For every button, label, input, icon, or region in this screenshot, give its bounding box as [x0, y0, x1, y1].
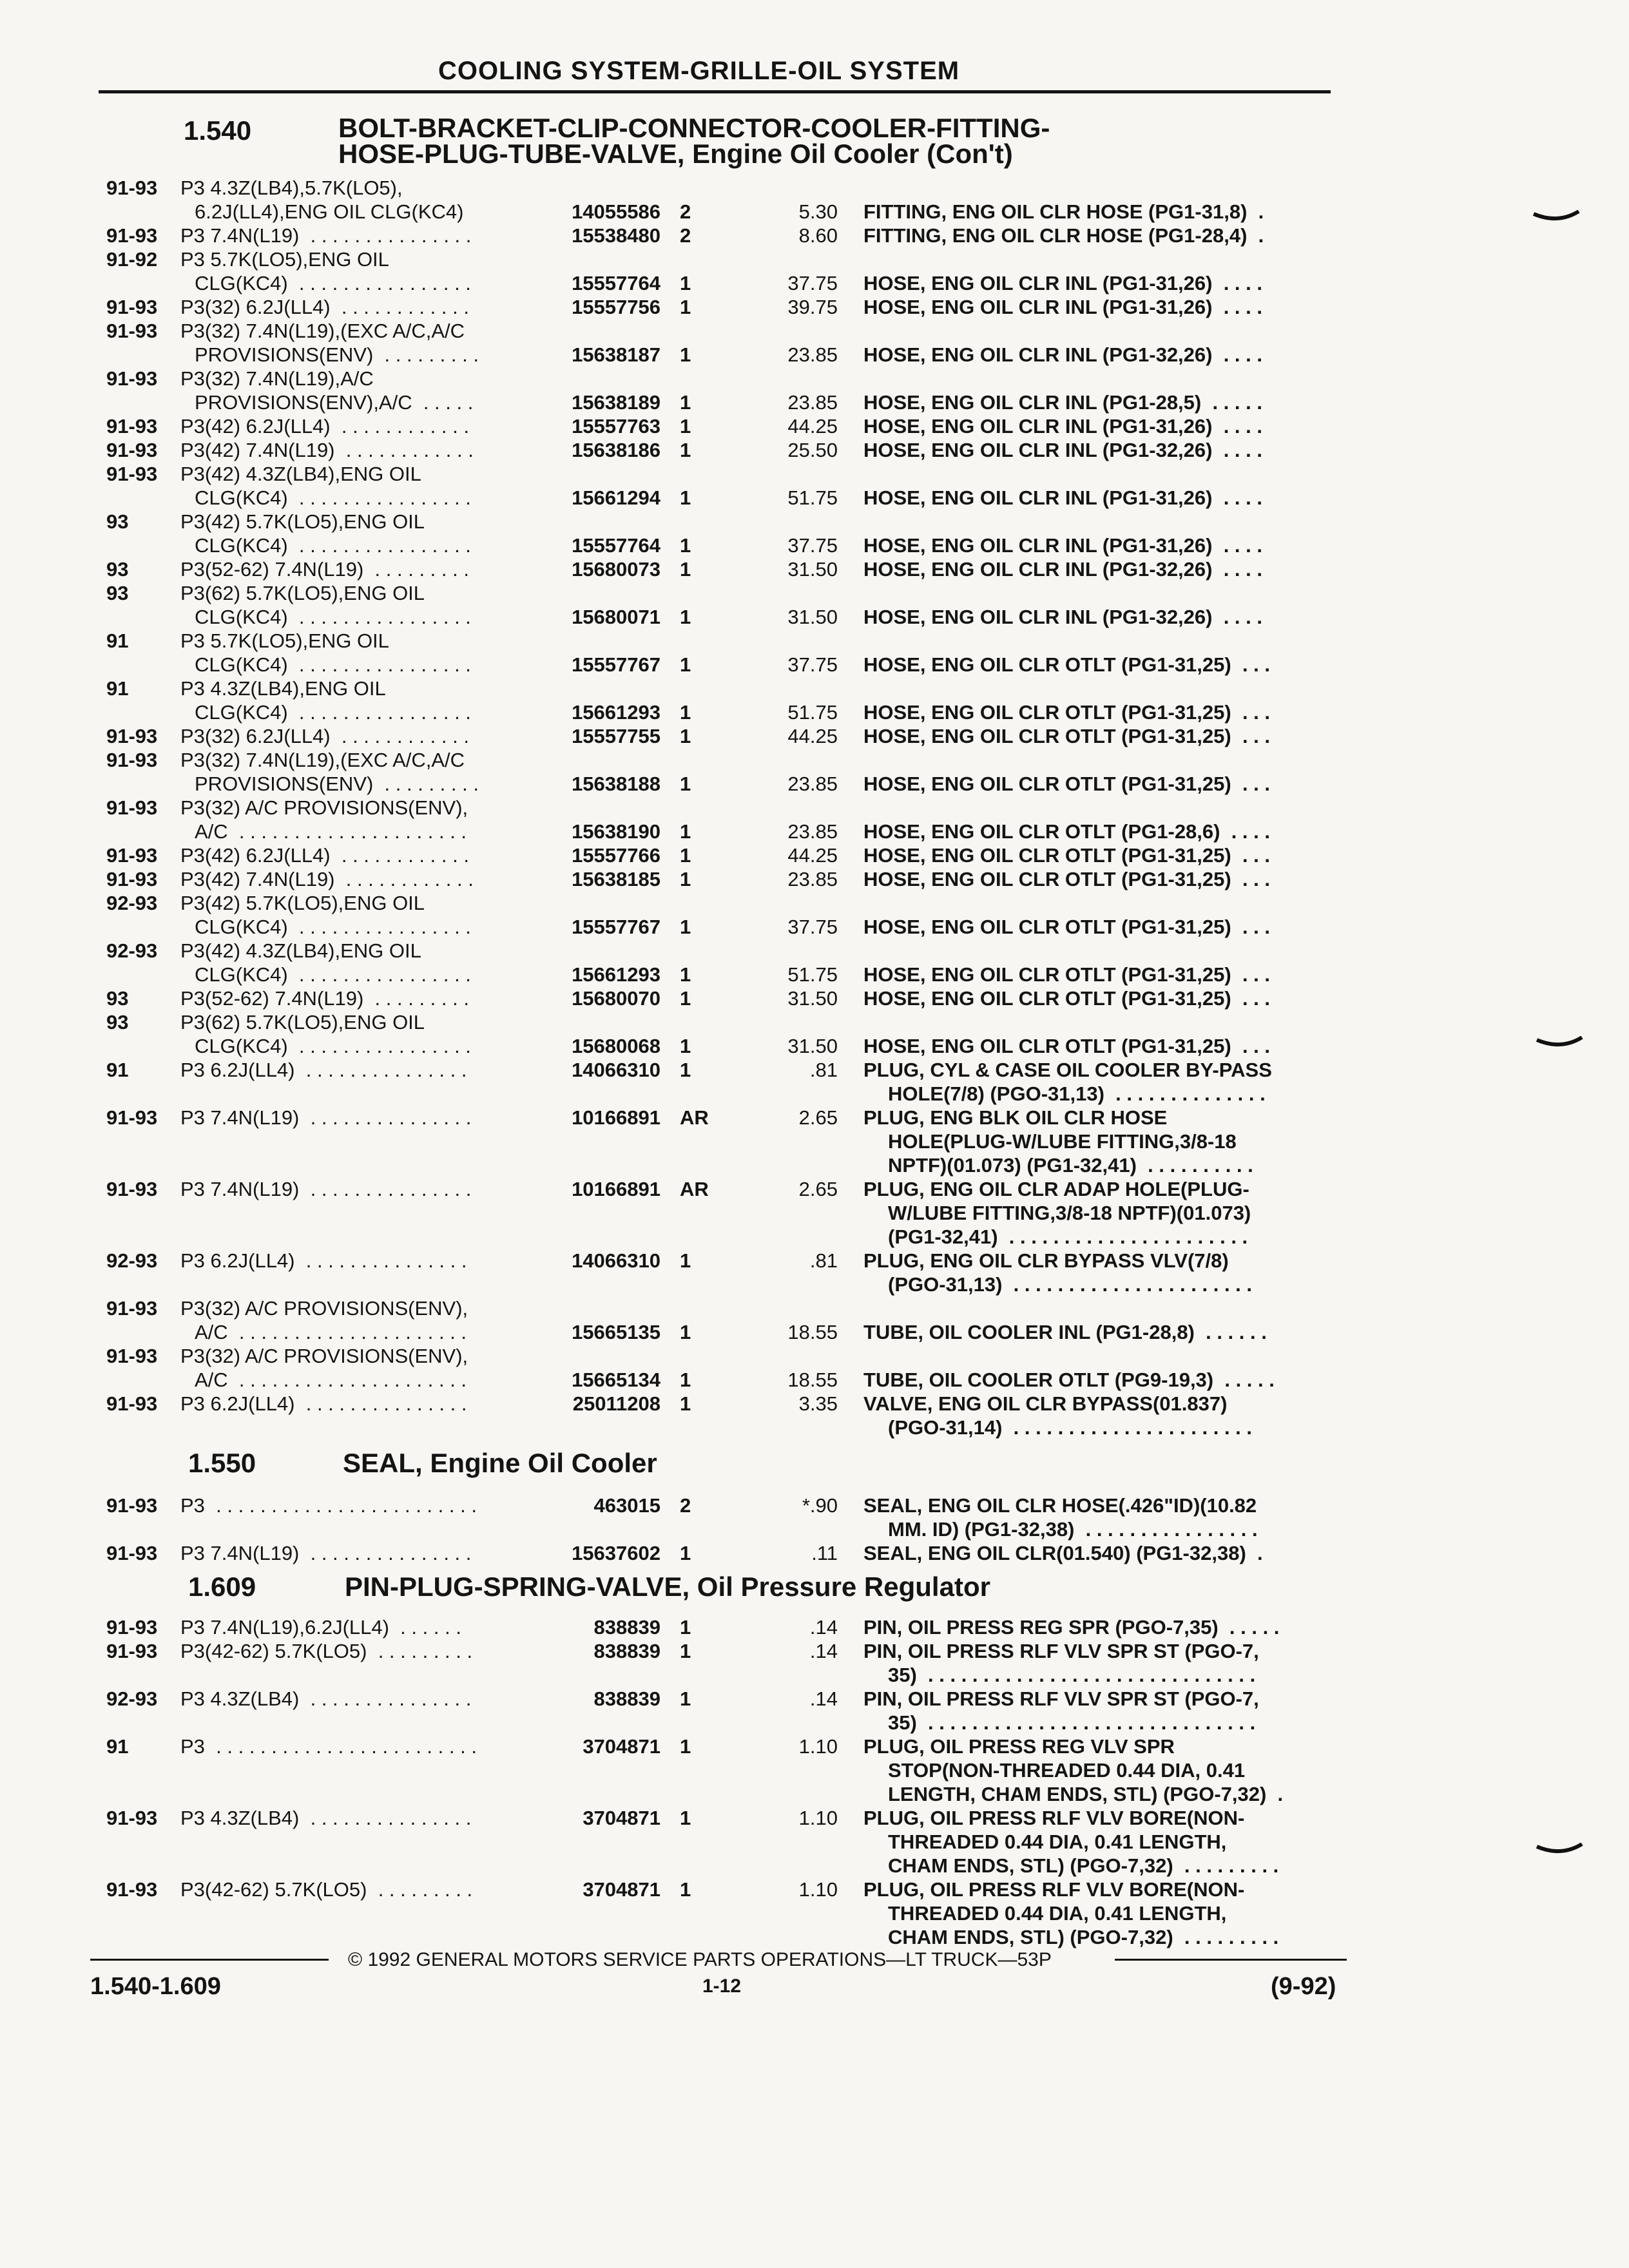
part-number-cell: 15638186 [572, 439, 660, 461]
year-cell: 92-93 [106, 1249, 158, 1272]
year-cell: 91-93 [106, 844, 158, 867]
quantity-cell: 1 [680, 701, 691, 724]
model-cell: P3(32) A/C PROVISIONS(ENV), [180, 796, 468, 819]
year-cell: 91-93 [106, 1494, 158, 1517]
part-number-cell: 14066310 [572, 1249, 660, 1272]
year-cell: 91-93 [106, 1542, 158, 1564]
quantity-cell: 1 [680, 1735, 691, 1758]
year-cell: 92-93 [106, 892, 158, 914]
model-cell: P3(42) 4.3Z(LB4),ENG OIL [180, 939, 421, 962]
description-cell: W/LUBE FITTING,3/8-18 NPTF)(01.073) [888, 1202, 1251, 1224]
year-cell: 91 [106, 629, 129, 652]
page-header-title: COOLING SYSTEM-GRILLE-OIL SYSTEM [438, 57, 960, 85]
description-cell: (PGO-31,14) . . . . . . . . . . . . . . . . . . . . . . [888, 1416, 1253, 1439]
description-cell: FITTING, ENG OIL CLR HOSE (PG1-31,8) . [863, 200, 1264, 223]
part-number-cell: 838839 [593, 1640, 660, 1662]
part-number-cell: 15638188 [572, 773, 660, 795]
quantity-cell: 1 [680, 773, 691, 795]
part-number-cell: 15638189 [572, 391, 660, 414]
year-cell: 91-93 [106, 1616, 158, 1639]
year-cell: 91-93 [106, 1297, 158, 1320]
part-number-cell: 15680070 [572, 987, 660, 1010]
quantity-cell: 2 [680, 1494, 691, 1517]
quantity-cell: 1 [680, 725, 691, 747]
price-cell: 18.55 [787, 1321, 838, 1343]
price-cell: 23.85 [787, 868, 838, 890]
year-cell: 91-93 [106, 1178, 158, 1200]
year-cell: 91-93 [106, 463, 158, 485]
description-cell: HOSE, ENG OIL CLR OTLT (PG1-31,25) . . . [863, 987, 1271, 1010]
price-cell: 2.65 [798, 1178, 838, 1200]
model-cell: CLG(KC4) . . . . . . . . . . . . . . . . [195, 534, 471, 557]
model-cell: P3 5.7K(LO5),ENG OIL [180, 248, 389, 271]
price-cell: 37.75 [787, 916, 838, 938]
year-cell: 91-93 [106, 1807, 158, 1829]
description-cell: PLUG, OIL PRESS RLF VLV BORE(NON- [863, 1878, 1245, 1901]
price-cell: 31.50 [787, 606, 838, 628]
model-cell: P3 4.3Z(LB4),5.7K(LO5), [180, 177, 403, 199]
year-cell: 91-93 [106, 367, 158, 390]
part-number-cell: 15680068 [572, 1035, 660, 1057]
description-cell: PIN, OIL PRESS RLF VLV SPR ST (PGO-7, [863, 1640, 1259, 1662]
price-cell: .81 [809, 1059, 838, 1081]
description-cell: (PGO-31,13) . . . . . . . . . . . . . . . . . . . . . . [888, 1273, 1253, 1296]
model-cell: P3 6.2J(LL4) . . . . . . . . . . . . . . . [180, 1392, 467, 1415]
part-number-cell: 15665135 [572, 1321, 660, 1343]
quantity-cell: 2 [680, 200, 691, 223]
part-number-cell: 15637602 [572, 1542, 660, 1564]
model-cell: P3 6.2J(LL4) . . . . . . . . . . . . . . . [180, 1249, 467, 1272]
year-cell: 93 [106, 582, 129, 604]
description-cell: HOSE, ENG OIL CLR OTLT (PG1-31,25) . . . [863, 868, 1271, 890]
description-cell: THREADED 0.44 DIA, 0.41 LENGTH, [888, 1831, 1227, 1853]
part-number-cell: 15661293 [572, 701, 660, 724]
quantity-cell: 1 [680, 1392, 691, 1415]
section-number: 1.540 [184, 115, 252, 146]
model-cell: P3 6.2J(LL4) . . . . . . . . . . . . . . . [180, 1059, 467, 1081]
year-cell: 91-93 [106, 1345, 158, 1367]
year-cell: 91-93 [106, 749, 158, 771]
year-cell: 92-93 [106, 1687, 158, 1710]
description-cell: HOSE, ENG OIL CLR INL (PG1-32,26) . . . . [863, 558, 1262, 581]
quantity-cell: 1 [680, 558, 691, 581]
description-cell: PLUG, CYL & CASE OIL COOLER BY-PASS [863, 1059, 1272, 1081]
year-cell: 93 [106, 987, 129, 1010]
year-cell: 93 [106, 558, 129, 581]
part-number-cell: 15638190 [572, 820, 660, 843]
price-cell: 23.85 [787, 820, 838, 843]
model-cell: P3(62) 5.7K(LO5),ENG OIL [180, 1011, 425, 1033]
year-cell: 91-93 [106, 1878, 158, 1901]
description-cell: 35) . . . . . . . . . . . . . . . . . . . . . . . . . . . . . . [888, 1711, 1256, 1734]
description-cell: STOP(NON-THREADED 0.44 DIA, 0.41 [888, 1759, 1246, 1782]
model-cell: P3 . . . . . . . . . . . . . . . . . . . . . . . . [180, 1735, 477, 1758]
model-cell: CLG(KC4) . . . . . . . . . . . . . . . . [195, 653, 471, 676]
footer-date: (9-92) [1271, 1973, 1336, 2000]
description-cell: HOSE, ENG OIL CLR OTLT (PG1-28,6) . . . . [863, 820, 1270, 843]
year-cell: 92-93 [106, 939, 158, 962]
part-number-cell: 14066310 [572, 1059, 660, 1081]
price-cell: 18.55 [787, 1369, 838, 1391]
description-cell: HOSE, ENG OIL CLR INL (PG1-32,26) . . . . [863, 439, 1262, 461]
part-number-cell: 15661293 [572, 963, 660, 986]
description-cell: HOSE, ENG OIL CLR INL (PG1-31,26) . . . . [863, 415, 1262, 437]
footer-rule-right [1115, 1959, 1347, 1961]
description-cell: PLUG, ENG BLK OIL CLR HOSE [863, 1106, 1168, 1129]
quantity-cell: 1 [680, 653, 691, 676]
quantity-cell: 1 [680, 987, 691, 1010]
quantity-cell: 1 [680, 1369, 691, 1391]
description-cell: SEAL, ENG OIL CLR HOSE(.426"ID)(10.82 [863, 1494, 1257, 1517]
price-cell: .81 [809, 1249, 838, 1272]
year-cell: 91-93 [106, 177, 158, 199]
part-number-cell: 15557764 [572, 534, 660, 557]
price-cell: 1.10 [798, 1735, 838, 1758]
model-cell: P3 7.4N(L19) . . . . . . . . . . . . . . . [180, 1178, 472, 1200]
quantity-cell: 1 [680, 296, 691, 318]
part-number-cell: 15538480 [572, 224, 660, 247]
quantity-cell: 1 [680, 844, 691, 867]
section-number: 1.550 [188, 1448, 256, 1478]
price-cell: 23.85 [787, 773, 838, 795]
description-cell: HOSE, ENG OIL CLR OTLT (PG1-31,25) . . . [863, 963, 1271, 986]
model-cell: P3(32) A/C PROVISIONS(ENV), [180, 1297, 468, 1320]
quantity-cell: 1 [680, 868, 691, 890]
model-cell: PROVISIONS(ENV) . . . . . . . . . [195, 343, 479, 366]
part-number-cell: 838839 [593, 1616, 660, 1639]
price-cell: 51.75 [787, 486, 838, 509]
description-cell: HOSE, ENG OIL CLR INL (PG1-32,26) . . . . [863, 343, 1262, 366]
price-cell: 1.10 [798, 1878, 838, 1901]
model-cell: P3 7.4N(L19) . . . . . . . . . . . . . . . [180, 224, 472, 247]
price-cell: .14 [809, 1616, 838, 1639]
model-cell: P3(42-62) 5.7K(LO5) . . . . . . . . . [180, 1640, 473, 1662]
price-cell: 51.75 [787, 701, 838, 724]
description-cell: 35) . . . . . . . . . . . . . . . . . . . . . . . . . . . . . . [888, 1664, 1256, 1686]
part-number-cell: 10166891 [572, 1106, 660, 1129]
year-cell: 91 [106, 677, 129, 700]
price-cell: 25.50 [787, 439, 838, 461]
description-cell: TUBE, OIL COOLER INL (PG1-28,8) . . . . . . [863, 1321, 1267, 1343]
model-cell: P3 4.3Z(LB4) . . . . . . . . . . . . . . . [180, 1807, 472, 1829]
year-cell: 93 [106, 510, 129, 533]
price-cell: *.90 [802, 1494, 838, 1517]
margin-tick-mark [1536, 1843, 1583, 1856]
part-number-cell: 15557767 [572, 653, 660, 676]
description-cell: PIN, OIL PRESS RLF VLV SPR ST (PGO-7, [863, 1687, 1259, 1710]
description-cell: PIN, OIL PRESS REG SPR (PGO-7,35) . . . . . [863, 1616, 1280, 1639]
year-cell: 91-93 [106, 224, 158, 247]
model-cell: P3(32) 7.4N(L19),A/C [180, 367, 374, 390]
description-cell: TUBE, OIL COOLER OTLT (PG9-19,3) . . . . . [863, 1369, 1275, 1391]
model-cell: P3(42) 6.2J(LL4) . . . . . . . . . . . . [180, 844, 469, 867]
section-title-line1: SEAL, Engine Oil Cooler [343, 1448, 657, 1478]
description-cell: THREADED 0.44 DIA, 0.41 LENGTH, [888, 1902, 1227, 1925]
year-cell: 91-93 [106, 796, 158, 819]
part-number-cell: 3704871 [583, 1735, 660, 1758]
footer-range: 1.540-1.609 [90, 1973, 221, 2000]
quantity-cell: 1 [680, 1059, 691, 1081]
quantity-cell: 1 [680, 1687, 691, 1710]
model-cell: A/C . . . . . . . . . . . . . . . . . . . . . [195, 1321, 467, 1343]
model-cell: A/C . . . . . . . . . . . . . . . . . . . . . [195, 820, 467, 843]
part-number-cell: 15557756 [572, 296, 660, 318]
quantity-cell: 1 [680, 820, 691, 843]
section-1550-header [0, 1450, 1629, 1479]
description-cell: LENGTH, CHAM ENDS, STL) (PGO-7,32) . [888, 1783, 1284, 1805]
margin-tick-mark [1532, 210, 1580, 223]
description-cell: PLUG, ENG OIL CLR BYPASS VLV(7/8) [863, 1249, 1229, 1272]
year-cell: 91-93 [106, 320, 158, 342]
model-cell: P3(42) 6.2J(LL4) . . . . . . . . . . . . [180, 415, 469, 437]
price-cell: 23.85 [787, 343, 838, 366]
description-cell: HOSE, ENG OIL CLR OTLT (PG1-31,25) . . . [863, 844, 1271, 867]
model-cell: P3 4.3Z(LB4),ENG OIL [180, 677, 386, 700]
price-cell: 23.85 [787, 391, 838, 414]
price-cell: 2.65 [798, 1106, 838, 1129]
section-1540-header [0, 115, 1629, 173]
description-cell: PLUG, ENG OIL CLR ADAP HOLE(PLUG- [863, 1178, 1249, 1200]
description-cell: PLUG, OIL PRESS REG VLV SPR [863, 1735, 1175, 1758]
price-cell: 37.75 [787, 534, 838, 557]
model-cell: P3(52-62) 7.4N(L19) . . . . . . . . . [180, 558, 469, 581]
model-cell: CLG(KC4) . . . . . . . . . . . . . . . . [195, 916, 471, 938]
year-cell: 91 [106, 1735, 129, 1758]
model-cell: P3(42) 4.3Z(LB4),ENG OIL [180, 463, 421, 485]
description-cell: HOSE, ENG OIL CLR INL (PG1-31,26) . . . . [863, 486, 1262, 509]
description-cell: HOSE, ENG OIL CLR OTLT (PG1-31,25) . . . [863, 1035, 1271, 1057]
quantity-cell: 1 [680, 439, 691, 461]
quantity-cell: 1 [680, 1542, 691, 1564]
quantity-cell: 1 [680, 1878, 691, 1901]
model-cell: P3 7.4N(L19) . . . . . . . . . . . . . . . [180, 1106, 472, 1129]
price-cell: 8.60 [798, 224, 838, 247]
part-number-cell: 15638185 [572, 868, 660, 890]
quantity-cell: AR [680, 1106, 709, 1129]
section-title-line1: PIN-PLUG-SPRING-VALVE, Oil Pressure Regulator [345, 1571, 990, 1602]
quantity-cell: AR [680, 1178, 709, 1200]
part-number-cell: 15680073 [572, 558, 660, 581]
description-cell: HOSE, ENG OIL CLR INL (PG1-31,26) . . . . [863, 296, 1262, 318]
price-cell: 51.75 [787, 963, 838, 986]
description-cell: (PG1-32,41) . . . . . . . . . . . . . . . . . . . . . . [888, 1225, 1248, 1248]
part-number-cell: 15638187 [572, 343, 660, 366]
price-cell: 37.75 [787, 272, 838, 294]
model-cell: P3 4.3Z(LB4) . . . . . . . . . . . . . . . [180, 1687, 472, 1710]
model-cell: P3 . . . . . . . . . . . . . . . . . . . . . . . . [180, 1494, 477, 1517]
model-cell: P3(42) 5.7K(LO5),ENG OIL [180, 892, 425, 914]
quantity-cell: 1 [680, 963, 691, 986]
description-cell: HOSE, ENG OIL CLR INL (PG1-31,26) . . . . [863, 534, 1262, 557]
section-number: 1.609 [188, 1571, 256, 1602]
part-number-cell: 3704871 [583, 1807, 660, 1829]
price-cell: .14 [809, 1687, 838, 1710]
model-cell: A/C . . . . . . . . . . . . . . . . . . . . . [195, 1369, 467, 1391]
model-cell: P3(42-62) 5.7K(LO5) . . . . . . . . . [180, 1878, 473, 1901]
footer-rule-left [90, 1959, 329, 1961]
model-cell: CLG(KC4) . . . . . . . . . . . . . . . . [195, 486, 471, 509]
quantity-cell: 1 [680, 1640, 691, 1662]
model-cell: CLG(KC4) . . . . . . . . . . . . . . . . [195, 272, 471, 294]
part-number-cell: 15557764 [572, 272, 660, 294]
description-cell: HOSE, ENG OIL CLR OTLT (PG1-31,25) . . . [863, 773, 1271, 795]
price-cell: 37.75 [787, 653, 838, 676]
margin-tick-mark [1536, 1036, 1583, 1049]
price-cell: .11 [811, 1542, 838, 1564]
description-cell: HOSE, ENG OIL CLR OTLT (PG1-31,25) . . . [863, 916, 1271, 938]
model-cell: P3(32) 7.4N(L19),(EXC A/C,A/C [180, 320, 465, 342]
part-number-cell: 25011208 [572, 1392, 660, 1415]
part-number-cell: 463015 [593, 1494, 660, 1517]
model-cell: P3(42) 5.7K(LO5),ENG OIL [180, 510, 425, 533]
model-cell: P3 7.4N(L19) . . . . . . . . . . . . . . . [180, 1542, 472, 1564]
quantity-cell: 1 [680, 916, 691, 938]
quantity-cell: 1 [680, 606, 691, 628]
price-cell: 1.10 [798, 1807, 838, 1829]
price-cell: 3.35 [798, 1392, 838, 1415]
year-cell: 91-93 [106, 415, 158, 437]
quantity-cell: 1 [680, 272, 691, 294]
model-cell: P3(42) 7.4N(L19) . . . . . . . . . . . . [180, 868, 474, 890]
year-cell: 91-93 [106, 439, 158, 461]
quantity-cell: 1 [680, 1321, 691, 1343]
description-cell: MM. ID) (PG1-32,38) . . . . . . . . . . . . . . . . [888, 1518, 1258, 1541]
model-cell: P3 7.4N(L19),6.2J(LL4) . . . . . . [180, 1616, 461, 1639]
part-number-cell: 838839 [593, 1687, 660, 1710]
year-cell: 93 [106, 1011, 129, 1033]
model-cell: P3(52-62) 7.4N(L19) . . . . . . . . . [180, 987, 469, 1010]
model-cell: CLG(KC4) . . . . . . . . . . . . . . . . [195, 701, 471, 724]
section-title-line2: HOSE-PLUG-TUBE-VALVE, Engine Oil Cooler (Con't) [338, 139, 1013, 169]
part-number-cell: 10166891 [572, 1178, 660, 1200]
description-cell: NPTF)(01.073) (PG1-32,41) . . . . . . . . . . [888, 1154, 1253, 1177]
header-rule [99, 90, 1331, 93]
part-number-cell: 15557766 [572, 844, 660, 867]
description-cell: SEAL, ENG OIL CLR(01.540) (PG1-32,38) . [863, 1542, 1263, 1564]
part-number-cell: 15557763 [572, 415, 660, 437]
part-number-cell: 15557755 [572, 725, 660, 747]
price-cell: 31.50 [787, 1035, 838, 1057]
description-cell: VALVE, ENG OIL CLR BYPASS(01.837) [863, 1392, 1228, 1415]
price-cell: 31.50 [787, 987, 838, 1010]
model-cell: CLG(KC4) . . . . . . . . . . . . . . . . [195, 1035, 471, 1057]
footer-copyright: © 1992 GENERAL MOTORS SERVICE PARTS OPERATIONS—LT TRUCK—53P [348, 1949, 1052, 1970]
description-cell: HOSE, ENG OIL CLR INL (PG1-28,5) . . . . . [863, 391, 1262, 414]
year-cell: 91-93 [106, 868, 158, 890]
year-cell: 91-92 [106, 248, 158, 271]
section-title-line1: BOLT-BRACKET-CLIP-CONNECTOR-COOLER-FITTING- [338, 113, 1050, 143]
model-cell: CLG(KC4) . . . . . . . . . . . . . . . . [195, 963, 471, 986]
model-cell: CLG(KC4) . . . . . . . . . . . . . . . . [195, 606, 471, 628]
price-cell: 44.25 [787, 415, 838, 437]
model-cell: P3(32) A/C PROVISIONS(ENV), [180, 1345, 468, 1367]
price-cell: 5.30 [798, 200, 838, 223]
model-cell: P3(62) 5.7K(LO5),ENG OIL [180, 582, 425, 604]
year-cell: 91-93 [106, 1106, 158, 1129]
price-cell: 39.75 [787, 296, 838, 318]
price-cell: 44.25 [787, 844, 838, 867]
quantity-cell: 1 [680, 486, 691, 509]
quantity-cell: 1 [680, 343, 691, 366]
quantity-cell: 1 [680, 1616, 691, 1639]
description-cell: HOLE(7/8) (PGO-31,13) . . . . . . . . . . . . . . [888, 1082, 1266, 1105]
section-1609-header [0, 1573, 1629, 1602]
part-number-cell: 15665134 [572, 1369, 660, 1391]
part-number-cell: 14055586 [572, 200, 660, 223]
description-cell: PLUG, OIL PRESS RLF VLV BORE(NON- [863, 1807, 1245, 1829]
year-cell: 91 [106, 1059, 129, 1081]
description-cell: CHAM ENDS, STL) (PGO-7,32) . . . . . . . . . [888, 1854, 1279, 1877]
year-cell: 91-93 [106, 296, 158, 318]
model-cell: P3(32) 6.2J(LL4) . . . . . . . . . . . . [180, 296, 469, 318]
model-cell: PROVISIONS(ENV),A/C . . . . . [195, 391, 474, 414]
description-cell: FITTING, ENG OIL CLR HOSE (PG1-28,4) . [863, 224, 1264, 247]
footer-page-number: 1-12 [702, 1975, 742, 1997]
part-number-cell: 15661294 [572, 486, 660, 509]
description-cell: HOSE, ENG OIL CLR OTLT (PG1-31,25) . . . [863, 653, 1271, 676]
model-cell: P3(32) 7.4N(L19),(EXC A/C,A/C [180, 749, 465, 771]
description-cell: HOSE, ENG OIL CLR INL (PG1-31,26) . . . . [863, 272, 1262, 294]
quantity-cell: 1 [680, 415, 691, 437]
part-number-cell: 15557767 [572, 916, 660, 938]
price-cell: 44.25 [787, 725, 838, 747]
quantity-cell: 1 [680, 391, 691, 414]
quantity-cell: 1 [680, 1035, 691, 1057]
year-cell: 91-93 [106, 1640, 158, 1662]
quantity-cell: 1 [680, 534, 691, 557]
part-number-cell: 15680071 [572, 606, 660, 628]
model-cell: P3 5.7K(LO5),ENG OIL [180, 629, 389, 652]
year-cell: 91-93 [106, 1392, 158, 1415]
model-cell: P3(42) 7.4N(L19) . . . . . . . . . . . . [180, 439, 474, 461]
year-cell: 91-93 [106, 725, 158, 747]
quantity-cell: 1 [680, 1249, 691, 1272]
model-cell: P3(32) 6.2J(LL4) . . . . . . . . . . . . [180, 725, 469, 747]
description-cell: CHAM ENDS, STL) (PGO-7,32) . . . . . . . . . [888, 1926, 1279, 1948]
quantity-cell: 2 [680, 224, 691, 247]
model-cell: 6.2J(LL4),ENG OIL CLG(KC4) [195, 200, 464, 223]
price-cell: .14 [809, 1640, 838, 1662]
part-number-cell: 3704871 [583, 1878, 660, 1901]
description-cell: HOSE, ENG OIL CLR OTLT (PG1-31,25) . . . [863, 701, 1271, 724]
description-cell: HOLE(PLUG-W/LUBE FITTING,3/8-18 [888, 1130, 1237, 1153]
quantity-cell: 1 [680, 1807, 691, 1829]
description-cell: HOSE, ENG OIL CLR INL (PG1-32,26) . . . . [863, 606, 1262, 628]
description-cell: HOSE, ENG OIL CLR OTLT (PG1-31,25) . . . [863, 725, 1271, 747]
price-cell: 31.50 [787, 558, 838, 581]
model-cell: PROVISIONS(ENV) . . . . . . . . . [195, 773, 479, 795]
